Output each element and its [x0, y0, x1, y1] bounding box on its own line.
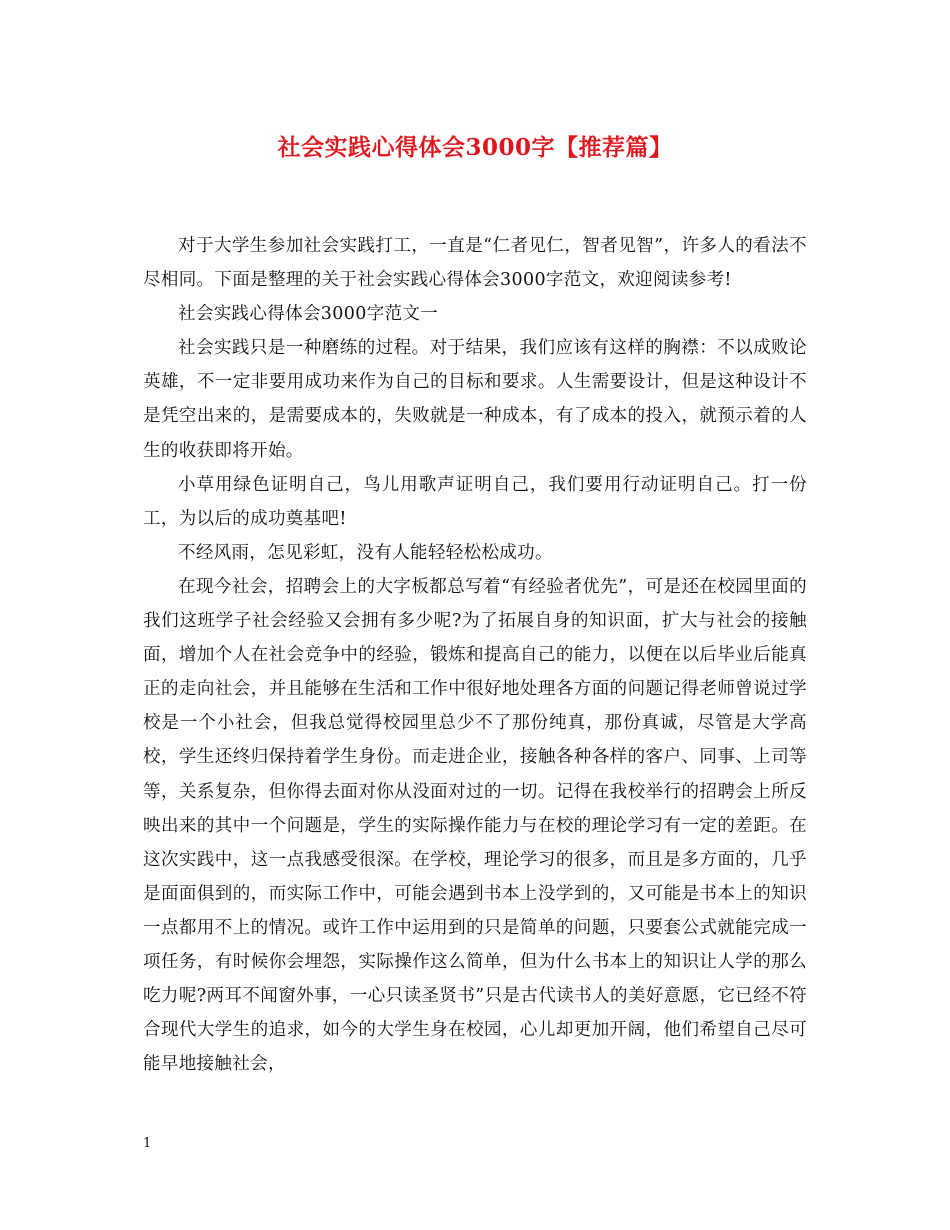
- paragraph-rainbow: 不经风雨，怎见彩虹，没有人能轻轻松松成功。: [178, 542, 553, 563]
- paragraph-grass: 小草用绿色证明自己，鸟儿用歌声证明自己，我们要用行动证明自己。打一份工，为以后的成功奠基吧!: [143, 474, 807, 529]
- paragraph-intro: 对于大学生参加社会实践打工，一直是“仁者见仁，智者见智”，许多人的看法不尽相同。下面是整理的关于社会实践心得体会3000字范文，欢迎阅读参考!: [143, 236, 807, 291]
- document-title: 社会实践心得体会3000字【推荐篇】: [277, 134, 673, 161]
- paragraph-experience: 在现今社会，招聘会上的大字板都总写着“有经验者优先”，可是还在校园里面的我们这班学子社会经验又会拥有多少呢?为了拓展自身的知识面，扩大与社会的接触面，增加个人在社会竞争中的经验，锻炼和提高自己的能力，以便在以后毕业后能真正的走向社会，并且能够在生活和工作中很好地处理各方面的问题记得老师曾说过学校是一个小社会，但我总觉得校园里总少不了那份纯真，那份真诚，尽管是大学高校，学生还终归保持着学生身份。而走进企业，接触各种各样的客户、同事、上司等等，关系复杂，但你得去面对你从没面对过的一切。记得在我校举行的招聘会上所反映出来的其中一个问题是，学生的实际操作能力与在校的理论学习有一定的差距。在这次实践中，这一点我感受很深。在学校，理论学习的很多，而且是多方面的，几乎是面面俱到的，而实际工作中，可能会遇到书本上没学到的，又可能是书本上的知识一点都用不上的情况。或许工作中运用到的只是简单的问题，只要套公式就能完成一项任务，有时候你会埋怨，实际操作这么简单，但为什么书本上的知识让人学的那么吃力呢?两耳不闻窗外事，一心只读圣贤书”只是古代读书人的美好意愿，它已经不符合现代大学生的追求，如今的大学生身在校园，心儿却更加开阔，他们希望自己尽可能早地接触社会，: [143, 576, 807, 1075]
- document-body: [143, 229, 807, 1081]
- paragraph-section-heading: 社会实践心得体会3000字范文一: [178, 304, 439, 325]
- paragraph-practice: 社会实践只是一种磨练的过程。对于结果，我们应该有这样的胸襟：不以成败论英雄，不一定非要用成功来作为自己的目标和要求。人生需要设计，但是这种设计不是凭空出来的，是需要成本的，失败就是一种成本，有了成本的投入，就预示着的人生的收获即将开始。: [143, 338, 807, 461]
- page-number: 1: [143, 1136, 152, 1151]
